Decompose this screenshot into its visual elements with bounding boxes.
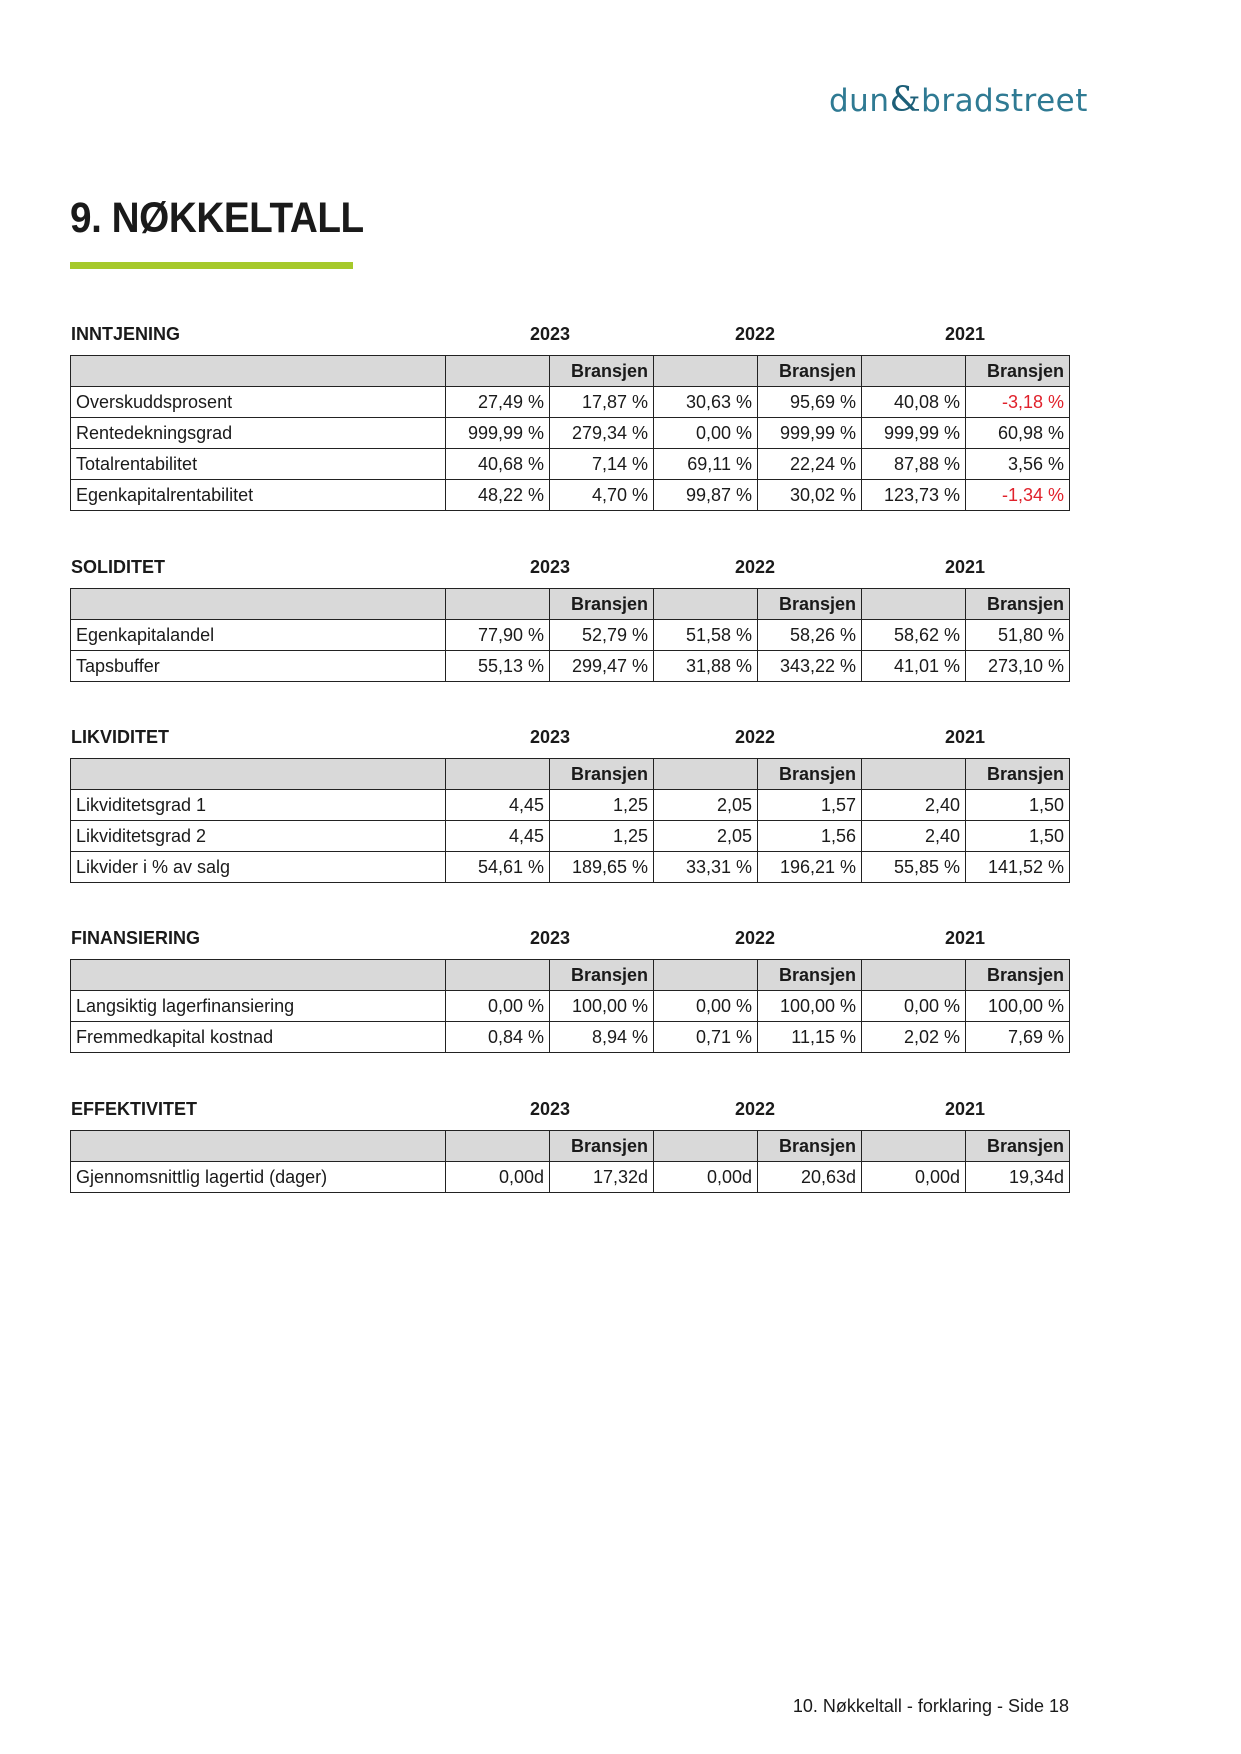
year-label: 2021 [944,557,986,577]
value-cell: 69,11 % [654,449,758,480]
table-row [71,620,1070,651]
year-label: 2022 [734,557,776,577]
header-cell: Bransjen [550,589,654,620]
year-label: 2022 [734,727,776,747]
value-cell: 0,84 % [446,1022,550,1053]
year-label: 2021 [944,324,986,344]
logo-text-right: bradstreet [921,83,1088,119]
value-cell: 0,00d [654,1162,758,1193]
table-header-row [71,356,1070,387]
section-soliditet [70,557,1069,682]
year-label: 2023 [529,928,571,948]
row-label: Langsiktig lagerfinansiering [71,991,446,1022]
value-cell: -1,34 % [966,480,1070,511]
year-label: 2022 [734,324,776,344]
row-label: Egenkapitalrentabilitet [71,480,446,511]
kpi-table [70,758,1070,883]
header-cell: Bransjen [758,1131,862,1162]
year-label: 2023 [529,557,571,577]
table-header-row [71,589,1070,620]
value-cell: 33,31 % [654,852,758,883]
header-cell: Bransjen [966,1131,1070,1162]
value-cell: 2,02 % [862,1022,966,1053]
section-title: INNTJENING [71,324,181,344]
section-effektivitet [70,1099,1069,1193]
value-cell: 196,21 % [758,852,862,883]
value-cell: 2,05 [654,790,758,821]
header-cell [862,356,966,387]
table-row [71,991,1070,1022]
table-header-row [71,1131,1070,1162]
table-row [71,790,1070,821]
header-cell [862,960,966,991]
section-header [70,928,1069,952]
value-cell: 55,85 % [862,852,966,883]
value-cell: 77,90 % [446,620,550,651]
value-cell: 1,25 [550,790,654,821]
page-footer: 10. Nøkkeltall - forklaring - Side 18 [792,1696,1069,1716]
value-cell: 20,63d [758,1162,862,1193]
row-label: Fremmedkapital kostnad [71,1022,446,1053]
section-title: EFFEKTIVITET [71,1099,197,1119]
value-cell: 52,79 % [550,620,654,651]
header-cell: Bransjen [550,759,654,790]
dun-bradstreet-logo [829,80,1088,120]
value-cell: 95,69 % [758,387,862,418]
table-row [71,1162,1070,1193]
value-cell: 100,00 % [550,991,654,1022]
table-row [71,852,1070,883]
header-cell [446,960,550,991]
value-cell: 2,40 [862,821,966,852]
section-title: SOLIDITET [71,557,165,577]
table-header-row [71,759,1070,790]
table-row [71,821,1070,852]
value-cell: 299,47 % [550,651,654,682]
logo-ampersand: & [889,80,922,120]
table-row [71,1022,1070,1053]
value-cell: 999,99 % [758,418,862,449]
row-label: Likviditetsgrad 1 [71,790,446,821]
value-cell: 41,01 % [862,651,966,682]
header-cell [862,1131,966,1162]
header-cell [71,1131,446,1162]
value-cell: 8,94 % [550,1022,654,1053]
table-row [71,387,1070,418]
value-cell: 30,02 % [758,480,862,511]
value-cell: 1,25 [550,821,654,852]
value-cell: 0,71 % [654,1022,758,1053]
header-cell [654,589,758,620]
value-cell: 58,26 % [758,620,862,651]
header-cell: Bransjen [966,960,1070,991]
value-cell: 7,14 % [550,449,654,480]
header-cell [654,1131,758,1162]
value-cell: 30,63 % [654,387,758,418]
section-title: FINANSIERING [71,928,201,948]
value-cell: 27,49 % [446,387,550,418]
value-cell: 0,00d [862,1162,966,1193]
row-label: Tapsbuffer [71,651,446,682]
value-cell: 123,73 % [862,480,966,511]
header-cell: Bransjen [758,356,862,387]
header-cell [654,960,758,991]
table-row [71,480,1070,511]
value-cell: 17,87 % [550,387,654,418]
value-cell: 279,34 % [550,418,654,449]
value-cell: 54,61 % [446,852,550,883]
kpi-table [70,1130,1070,1193]
value-cell: 1,57 [758,790,862,821]
year-label: 2022 [734,928,776,948]
header-cell: Bransjen [550,960,654,991]
value-cell: 60,98 % [966,418,1070,449]
kpi-table [70,588,1070,682]
header-cell [654,356,758,387]
header-cell [446,356,550,387]
value-cell: 1,50 [966,821,1070,852]
row-label: Likvider i % av salg [71,852,446,883]
section-finansiering [70,928,1069,1053]
header-cell [446,1131,550,1162]
value-cell: 40,08 % [862,387,966,418]
section-inntjening [70,324,1069,511]
header-cell [862,589,966,620]
section-header [70,324,1069,348]
page-title: 9. NØKKELTALL [70,194,364,242]
value-cell: 2,40 [862,790,966,821]
table-row [71,651,1070,682]
value-cell: 40,68 % [446,449,550,480]
table-header-row [71,960,1070,991]
kpi-table [70,355,1070,511]
header-cell: Bransjen [550,1131,654,1162]
value-cell: 0,00 % [862,991,966,1022]
value-cell: 17,32d [550,1162,654,1193]
header-cell [862,759,966,790]
header-cell: Bransjen [966,356,1070,387]
header-cell: Bransjen [758,960,862,991]
logo-text-left: dun [829,83,890,119]
year-label: 2022 [734,1099,776,1119]
value-cell: 273,10 % [966,651,1070,682]
section-title: LIKVIDITET [71,727,169,747]
value-cell: 55,13 % [446,651,550,682]
section-likviditet [70,727,1069,883]
header-cell [71,589,446,620]
value-cell: 11,15 % [758,1022,862,1053]
year-label: 2023 [529,1099,571,1119]
row-label: Egenkapitalandel [71,620,446,651]
value-cell: 189,65 % [550,852,654,883]
row-label: Likviditetsgrad 2 [71,821,446,852]
value-cell: 22,24 % [758,449,862,480]
header-cell [654,759,758,790]
value-cell: 0,00 % [654,991,758,1022]
table-row [71,418,1070,449]
year-label: 2023 [529,324,571,344]
value-cell: 1,50 [966,790,1070,821]
year-label: 2023 [529,727,571,747]
value-cell: 0,00 % [446,991,550,1022]
row-label: Rentedekningsgrad [71,418,446,449]
header-cell [446,589,550,620]
value-cell: 0,00 % [654,418,758,449]
value-cell: 48,22 % [446,480,550,511]
year-label: 2021 [944,727,986,747]
value-cell: 99,87 % [654,480,758,511]
header-cell [446,759,550,790]
value-cell: 343,22 % [758,651,862,682]
value-cell: 51,58 % [654,620,758,651]
year-label: 2021 [944,1099,986,1119]
value-cell: 1,56 [758,821,862,852]
kpi-table [70,959,1070,1053]
header-cell [71,356,446,387]
header-cell: Bransjen [758,589,862,620]
value-cell: 3,56 % [966,449,1070,480]
row-label: Gjennomsnittlig lagertid (dager) [71,1162,446,1193]
section-header [70,557,1069,581]
value-cell: 4,45 [446,790,550,821]
value-cell: 31,88 % [654,651,758,682]
section-header [70,727,1069,751]
row-label: Totalrentabilitet [71,449,446,480]
header-cell: Bransjen [550,356,654,387]
value-cell: -3,18 % [966,387,1070,418]
value-cell: 0,00d [446,1162,550,1193]
header-cell [71,960,446,991]
value-cell: 19,34d [966,1162,1070,1193]
year-label: 2021 [944,928,986,948]
value-cell: 999,99 % [862,418,966,449]
header-cell: Bransjen [966,589,1070,620]
value-cell: 141,52 % [966,852,1070,883]
title-underline [70,262,353,269]
value-cell: 4,70 % [550,480,654,511]
value-cell: 100,00 % [966,991,1070,1022]
table-row [71,449,1070,480]
value-cell: 51,80 % [966,620,1070,651]
header-cell [71,759,446,790]
value-cell: 87,88 % [862,449,966,480]
header-cell: Bransjen [758,759,862,790]
section-header [70,1099,1069,1123]
value-cell: 4,45 [446,821,550,852]
header-cell: Bransjen [966,759,1070,790]
value-cell: 999,99 % [446,418,550,449]
value-cell: 7,69 % [966,1022,1070,1053]
row-label: Overskuddsprosent [71,387,446,418]
value-cell: 100,00 % [758,991,862,1022]
value-cell: 58,62 % [862,620,966,651]
value-cell: 2,05 [654,821,758,852]
